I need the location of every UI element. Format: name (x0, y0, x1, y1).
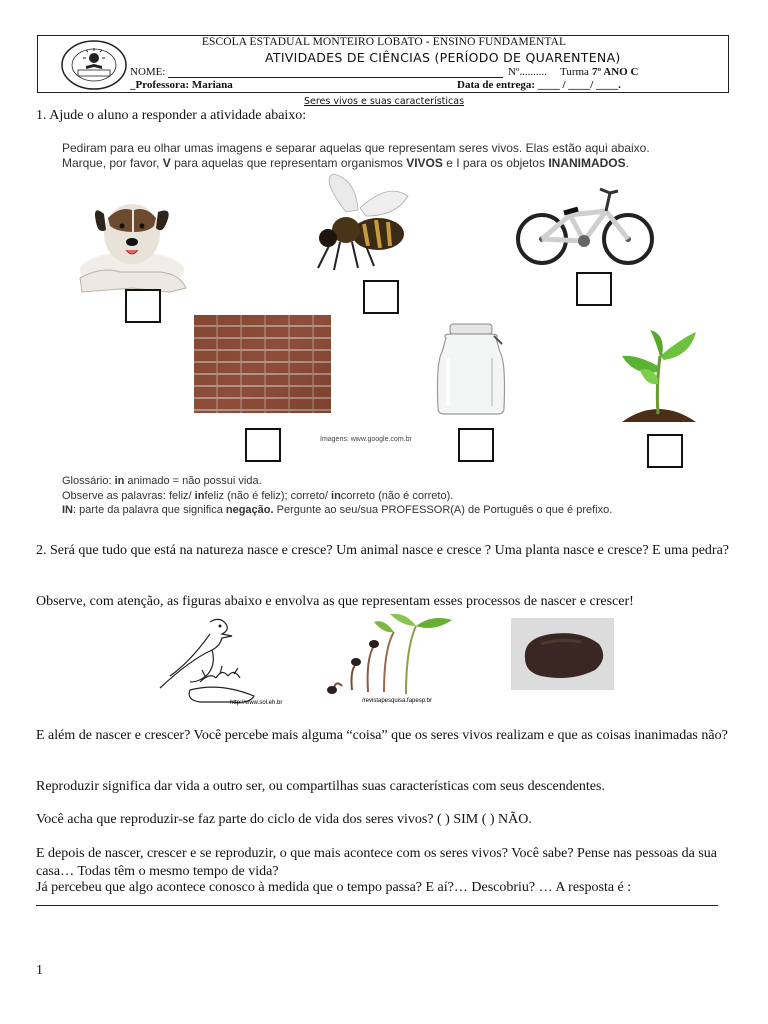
instruction-line: Pediram para eu olhar umas imagens e separar aquelas que representam seres vivos. Elas estão aqui abaixo. (62, 141, 650, 155)
teacher-name: _Professora: Mariana (130, 79, 233, 91)
due-date: Data de entrega: ____ / ____/ ____. (457, 79, 621, 91)
germinating-seeds-image (322, 608, 456, 704)
name-label: NOME: (130, 66, 166, 78)
class-value: 7º ANO C (592, 66, 639, 78)
question-1: 1. Ajude o aluno a responder a atividade abaixo: (36, 108, 307, 123)
worksheet-title: ATIVIDADES DE CIÊNCIAS (PERÍODO DE QUARENTENA) (265, 50, 621, 65)
paragraph-yes-no-question: Você acha que reproduzir-se faz parte do ciclo de vida dos seres vivos? ( ) SIM ( ) NÃO. (36, 812, 532, 827)
bird-drawing (150, 612, 283, 706)
paragraph-life-cycle: E depois de nascer, crescer e se reproduzir, o que mais acontece com os seres vivos? Você sabe? Pense nas pessoas da sua casa… Todas têm o mesmo tempo de vida? (36, 846, 718, 879)
teacher-row (130, 79, 730, 91)
school-name: ESCOLA ESTADUAL MONTEIRO LOBATO - ENSINO FUNDAMENTAL (201, 36, 567, 48)
question-2-observe: Observe, com atenção, as figuras abaixo e envolva as que representam esses processos de nascer e crescer! (36, 594, 634, 609)
glass-jar-image (430, 322, 512, 416)
paragraph-reproduction: Reproduzir significa dar vida a outro ser, ou compartilhas suas características com seus descendentes. (36, 779, 605, 794)
answer-box-bicycle[interactable] (576, 272, 612, 306)
stone-shape (511, 618, 614, 690)
paragraph-other-processes: E além de nascer e crescer? Você percebe mais alguma “coisa” que os seres vivos realizam e que as coisas inanimadas não? (36, 728, 728, 743)
brick-wall-image (194, 315, 331, 413)
answer-line[interactable] (36, 905, 718, 906)
class-label: Turma (560, 66, 589, 78)
answer-box-jar[interactable] (458, 428, 494, 462)
bicycle-image (514, 185, 656, 267)
exercise-instructions (62, 141, 712, 171)
glossary-line: Observe as palavras: feliz/ infeliz (não é feliz); correto/ incorreto (não é correto). (62, 489, 454, 502)
bee-image (300, 172, 418, 280)
answer-box-bee[interactable] (363, 280, 399, 314)
page-number: 1 (36, 963, 43, 978)
glossary-line: Glossário: in animado = não possui vida. (62, 475, 262, 487)
seedling-image (612, 326, 704, 426)
number-label: Nº.......... (508, 66, 547, 78)
answer-box-dog[interactable] (125, 289, 161, 323)
instruction-line: Marque, por favor, V para aquelas que representam organismos VIVOS e I para os objetos INANIMADOS. (62, 156, 629, 170)
image-credit: Imagens: www.google.com.br (320, 436, 412, 443)
answer-box-brick-wall[interactable] (245, 428, 281, 462)
name-line[interactable] (168, 77, 503, 78)
question-2: 2. Será que tudo que está na natureza nasce e cresce? Um animal nasce e cresce ? Uma planta nasce e cresce? E uma pedra? (36, 543, 730, 558)
dog-image (62, 192, 192, 304)
bird-credit: http://www.sol.eh.br (230, 700, 283, 706)
glossary (62, 474, 712, 518)
section-heading: Seres vivos e suas características (303, 96, 465, 107)
answer-box-plant[interactable] (647, 434, 683, 468)
paragraph-answer-prompt: Já percebeu que algo acontece conosco à medida que o tempo passa? E aí?… Descobriu? … A resposta é : (36, 880, 632, 895)
plant-credit: /revistapesquisa.fapesp.br (362, 698, 433, 704)
glossary-line: IN: parte da palavra que significa negação. Pergunte ao seu/sua PROFESSOR(A) de Português o que é prefixo. (62, 504, 613, 516)
stone-image (511, 618, 614, 690)
name-row (130, 66, 730, 78)
